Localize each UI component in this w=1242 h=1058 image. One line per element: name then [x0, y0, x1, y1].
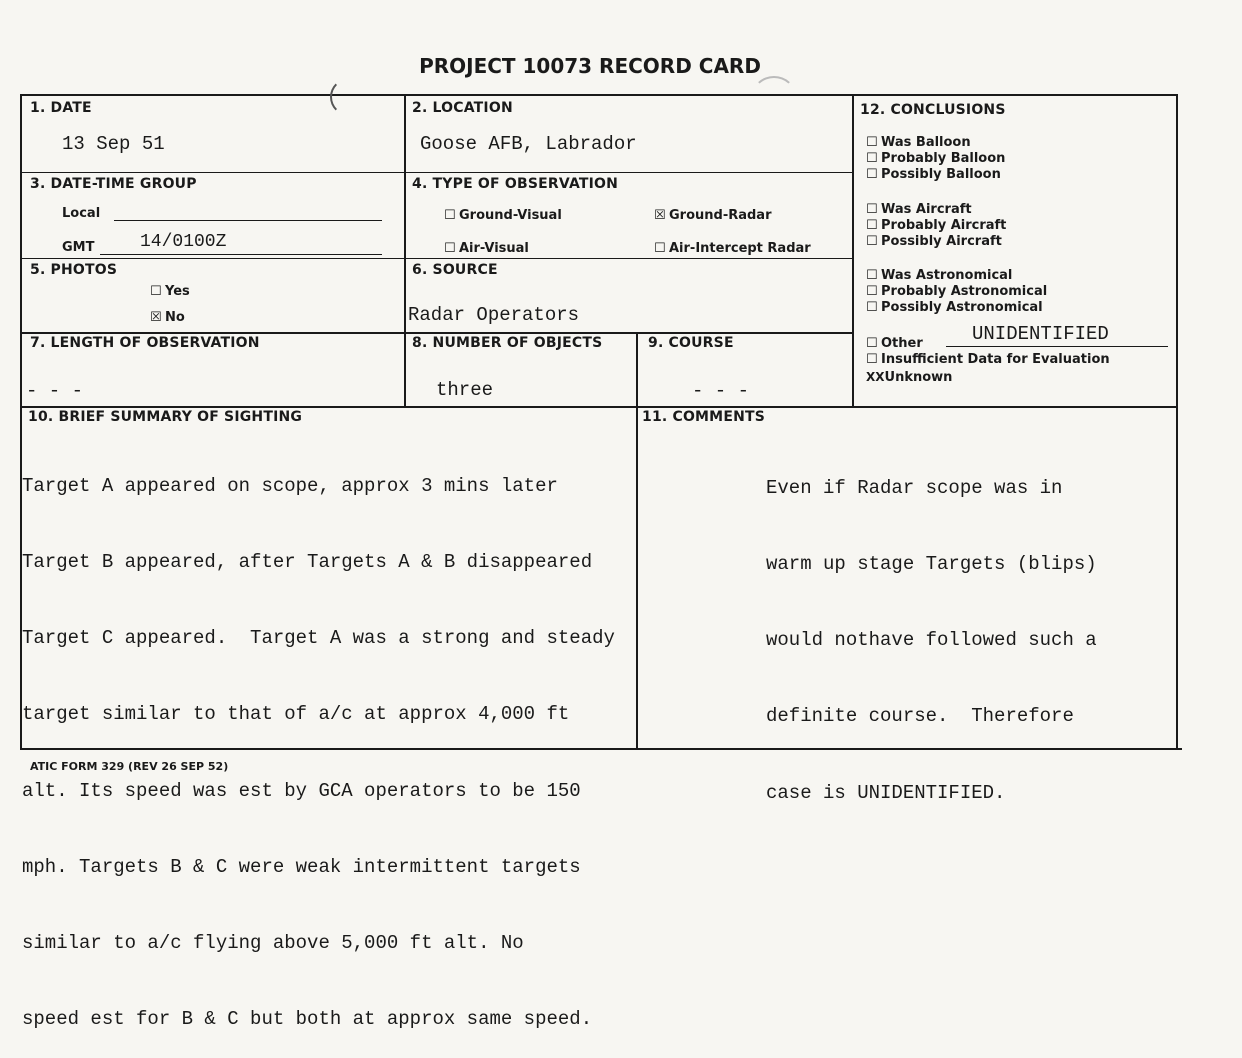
ground-visual-option	[444, 208, 562, 223]
conclusion-option	[866, 268, 1047, 284]
conclusion-checkbox: ☐	[866, 151, 878, 166]
source-value: Radar Operators	[408, 304, 580, 326]
date-label: 1. DATE	[30, 100, 92, 116]
comment-line: Even if Radar scope was in	[766, 476, 1063, 499]
photos-yes-checkbox: ☐	[150, 284, 162, 299]
date-value: 13 Sep 51	[62, 133, 165, 155]
conclusions-label: 12. CONCLUSIONS	[860, 102, 1006, 118]
comment-line: case is UNIDENTIFIED.	[766, 781, 1006, 804]
photos-no-checkbox: ☒	[150, 310, 162, 325]
summary-text	[22, 423, 615, 1058]
form-id: ATIC FORM 329 (REV 26 SEP 52)	[30, 760, 229, 773]
conclusion-checkbox: ☐	[866, 202, 878, 217]
ground-radar-option	[654, 208, 772, 223]
conclusion-label: Probably Balloon	[881, 151, 1006, 166]
gmt-label: GMT	[62, 240, 95, 255]
comment-line: definite course. Therefore	[766, 705, 1074, 728]
form-title: PROJECT 10073 RECORD CARD	[419, 54, 761, 78]
summary-line: mph. Targets B & C were weak intermittent targets	[22, 855, 581, 878]
conclusion-checkbox: ☐	[866, 218, 878, 233]
conclusion-label: Possibly Balloon	[881, 167, 1001, 182]
conclusion-checkbox: ☐	[866, 167, 878, 182]
comments-label: 11. COMMENTS	[642, 409, 766, 425]
comment-line: warm up stage Targets (blips)	[766, 553, 1097, 576]
conclusion-insufficient	[866, 352, 1110, 368]
air-intercept-checkbox: ☐	[654, 241, 666, 256]
conclusion-checkbox: ☐	[866, 336, 878, 351]
conclusion-option	[866, 151, 1005, 167]
conclusions-group-balloon	[866, 135, 1005, 183]
course-label: 9. COURSE	[648, 335, 734, 351]
conclusion-checkbox: ☐	[866, 284, 878, 299]
conclusion-checkbox: ☐	[866, 234, 878, 249]
comments-text	[766, 425, 1097, 832]
conclusion-checkbox: ☐	[866, 352, 878, 367]
conclusion-option	[866, 234, 1006, 250]
punch-hole-mark	[330, 78, 368, 116]
air-intercept-label: Air-Intercept Radar	[669, 241, 811, 256]
length-value: - - -	[26, 380, 84, 402]
summary-line: Target A appeared on scope, approx 3 mins later	[22, 474, 558, 497]
conclusion-option	[866, 202, 1006, 218]
summary-line: target similar to that of a/c at approx 4,000 ft	[22, 703, 570, 726]
air-visual-option	[444, 241, 529, 256]
objects-label: 8. NUMBER OF OBJECTS	[412, 335, 603, 351]
summary-line: Target B appeared, after Targets A & B disappeared	[22, 551, 593, 574]
photos-yes-option	[150, 284, 190, 299]
dtg-label: 3. DATE-TIME GROUP	[30, 176, 197, 192]
location-label: 2. LOCATION	[412, 100, 513, 116]
conclusion-label: Was Aircraft	[881, 202, 972, 217]
source-label: 6. SOURCE	[412, 262, 498, 278]
conclusion-checkbox: ☐	[866, 268, 878, 283]
gmt-value: 14/0100Z	[140, 232, 227, 252]
conclusion-insufficient-label: Insufficient Data for Evaluation	[881, 352, 1110, 367]
conclusion-other	[866, 336, 923, 351]
conclusion-option	[866, 284, 1047, 300]
summary-line: similar to a/c flying above 5,000 ft alt. No	[22, 932, 524, 955]
photos-label: 5. PHOTOS	[30, 262, 118, 278]
conclusion-unknown	[866, 369, 952, 386]
conclusion-option	[866, 218, 1006, 234]
conclusion-label: Was Balloon	[881, 135, 971, 150]
photos-no-label: No	[165, 310, 185, 325]
conclusion-unknown-mark: XX	[866, 370, 885, 384]
ground-visual-checkbox: ☐	[444, 208, 456, 223]
local-label: Local	[62, 206, 101, 221]
air-intercept-option	[654, 241, 811, 256]
conclusion-checkbox: ☐	[866, 300, 878, 315]
conclusion-label: Probably Aircraft	[881, 218, 1007, 233]
conclusion-checkbox: ☐	[866, 135, 878, 150]
course-value: - - -	[692, 380, 750, 402]
conclusion-other-label: Other	[881, 336, 923, 351]
objects-value: three	[436, 379, 494, 401]
photos-yes-label: Yes	[165, 284, 190, 299]
summary-line: alt. Its speed was est by GCA operators to be 150	[22, 779, 581, 802]
conclusion-label: Was Astronomical	[881, 268, 1013, 283]
conclusion-option	[866, 300, 1047, 316]
conclusions-group-aircraft	[866, 202, 1006, 250]
ground-radar-label: Ground-Radar	[669, 208, 772, 223]
summary-line: Target C appeared. Target A was a strong and steady	[22, 627, 615, 650]
summary-line: speed est for B & C but both at approx same speed.	[22, 1008, 593, 1031]
summary-label: 10. BRIEF SUMMARY OF SIGHTING	[28, 409, 303, 425]
air-visual-checkbox: ☐	[444, 241, 456, 256]
conclusion-option	[866, 135, 1005, 151]
air-visual-label: Air-Visual	[459, 241, 529, 256]
observation-type-label: 4. TYPE OF OBSERVATION	[412, 176, 619, 192]
conclusion-label: Possibly Astronomical	[881, 300, 1043, 315]
length-label: 7. LENGTH OF OBSERVATION	[30, 335, 260, 351]
conclusion-label: Probably Astronomical	[881, 284, 1048, 299]
photos-no-option	[150, 310, 185, 325]
conclusion-label: Possibly Aircraft	[881, 234, 1002, 249]
ground-radar-checkbox: ☒	[654, 208, 666, 223]
conclusion-unknown-label: Unknown	[884, 370, 953, 385]
conclusion-option	[866, 167, 1005, 183]
location-value: Goose AFB, Labrador	[420, 133, 637, 155]
comment-line: would nothave followed such a	[766, 629, 1097, 652]
conclusion-other-value: UNIDENTIFIED	[972, 323, 1109, 345]
conclusions-group-astronomical	[866, 268, 1047, 316]
punch-hole-mark	[752, 76, 796, 116]
ground-visual-label: Ground-Visual	[459, 208, 562, 223]
